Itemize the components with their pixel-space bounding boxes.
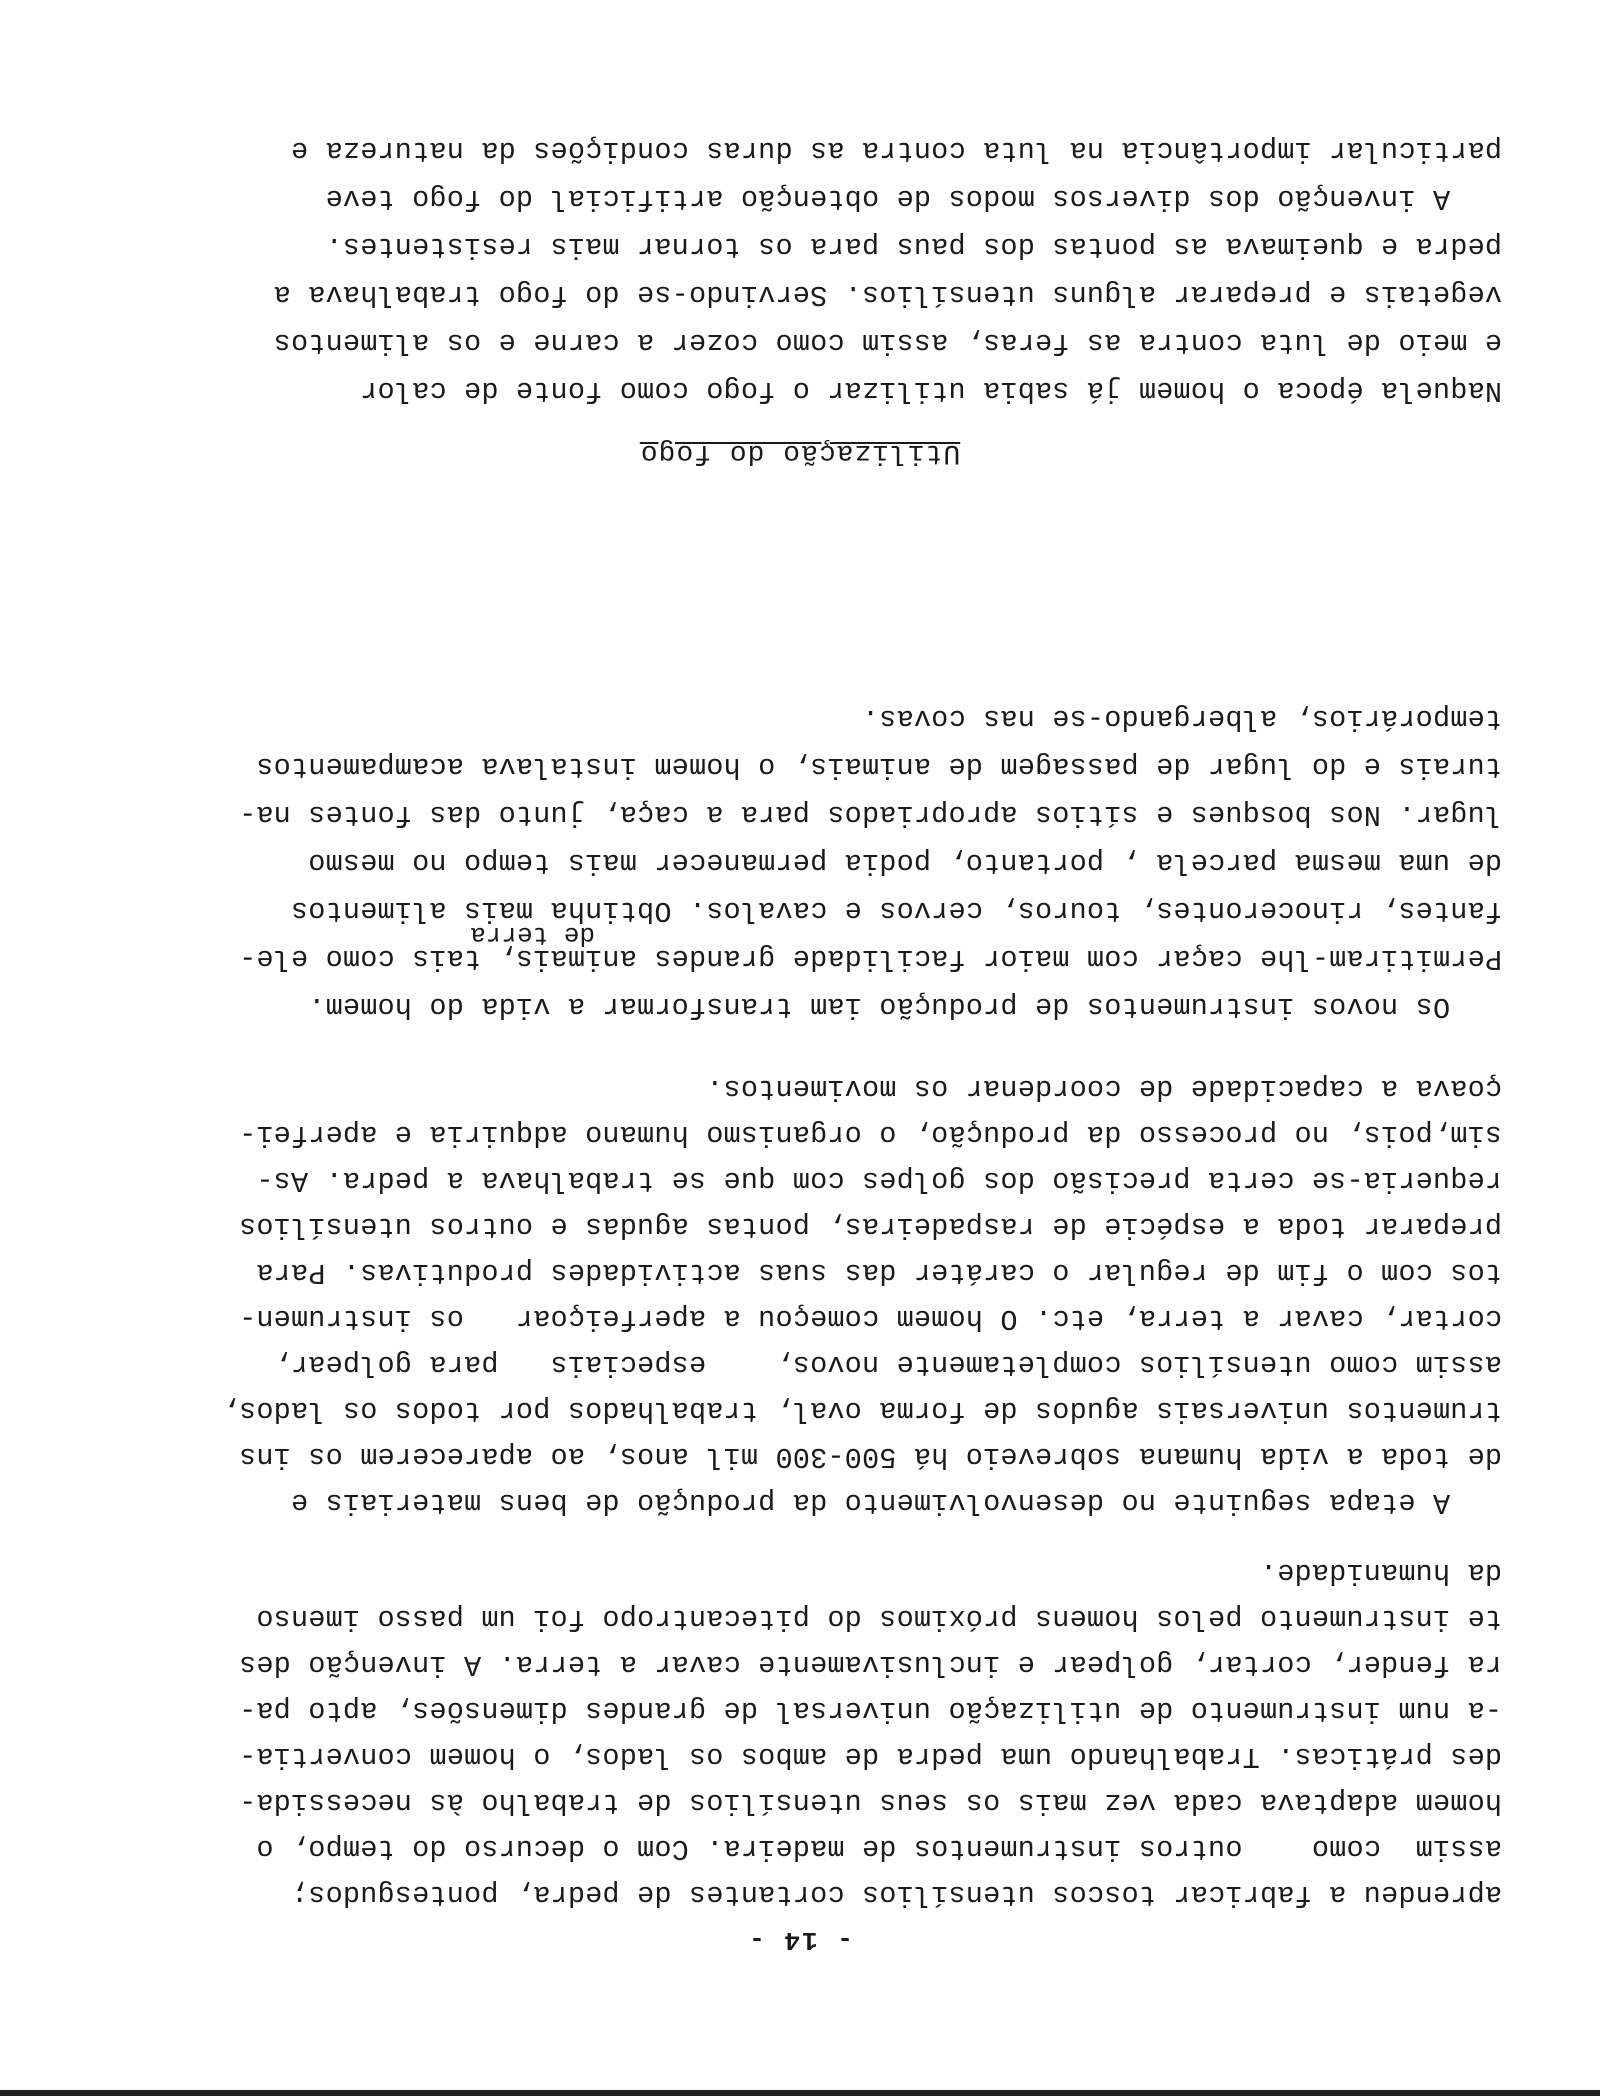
text-line: ra fender, cortar, golpear e inclusivamente cavar a terra. A invenção des bbox=[238, 1648, 1502, 1681]
text-line: çoava a capacidade de coordenar os movimentos. bbox=[706, 1072, 1502, 1105]
text-line: tos com o fim de regular o caráter das suas actividades produtivas. Para bbox=[256, 1256, 1502, 1289]
text-line: de uma mesma parcela , portanto, podia permanecer mais tempo no mesmo bbox=[308, 846, 1502, 879]
text-line: aprendeu a fabricar toscos utensílios cortantes de pedra, pontesgudos; bbox=[290, 1878, 1502, 1911]
section-heading: Utilização do fogo bbox=[639, 437, 961, 468]
text-line: temporários, albergando-se nas covas. bbox=[861, 702, 1502, 735]
text-line: A invenção dos diversos modos de obtenção artificial do fogo teve bbox=[325, 182, 1502, 215]
text-line: sim,pois, no processo da produção, o organismo humano adquiria e aperfei- bbox=[238, 1118, 1502, 1151]
text-line: cortar, cavar a terra, etc. O homem começou a aperfeiçoar os instrumen- bbox=[238, 1302, 1502, 1335]
text-line: lugar. Nos bosques e sítios apropriados para a caça, junto das fontes na- bbox=[238, 798, 1502, 831]
text-line: requeria-se certa precisão dos golpes com que se trabalhava a pedra. As- bbox=[256, 1164, 1502, 1197]
handwritten-insertion: de terra bbox=[470, 920, 595, 950]
text-line: -a num instrumento de utilização universal de grandes dimensões, apto pa- bbox=[238, 1694, 1502, 1727]
text-line: A etapa seguinte no desenvolvimento da produção de bens materiais e bbox=[290, 1486, 1502, 1519]
text-line: de toda a vida humana sobreveio há 500-300 mil anos, ao aparecerem os ins bbox=[238, 1440, 1502, 1473]
text-line: homem adaptava cada vez mais os seus utensílios de trabalho às necessida- bbox=[238, 1786, 1502, 1819]
text-line: trumentos universais agudos de forma oval, trabalhados por todos os lados, bbox=[221, 1394, 1502, 1427]
text-line: particular importância na luta contra as duras condições da natureza e bbox=[290, 134, 1502, 167]
text-line: assim como outros instrumentos de madeira. Com o decurso do tempo, o bbox=[256, 1832, 1502, 1865]
text-line: pedra e queimava as pontas dos paus para os tornar mais resistentes. bbox=[325, 230, 1502, 263]
text-line: vegetais e preparar alguns utensílios. Servindo-se do fogo trabalhava a bbox=[273, 278, 1502, 311]
text-line: e meio de luta contra as feras, assim como cozer a carne e os alimentos bbox=[273, 326, 1502, 359]
text-line: te instrumento pelos homens próximos do pitecantropo foi um passo imenso bbox=[256, 1602, 1502, 1635]
text-line: fantes, rinocerontes, touros, cervos e cavalos. Obtinha mais alimentos bbox=[290, 894, 1502, 927]
text-line: Naquela época o homem já sabia utilizar o fogo como fonte de calor bbox=[360, 374, 1502, 407]
text-line: preparar toda a espécie de raspadeiras, pontas agudas e outros utensílios bbox=[238, 1210, 1502, 1243]
text-line: Permitiram-lhe caçar com maior facilidade grandes animais, tais como ele- bbox=[238, 942, 1502, 975]
page-number: - 14 - bbox=[747, 1925, 853, 1955]
text-line: des práticas. Trabalhando uma pedra de ambos os lados, o homem convertia- bbox=[238, 1740, 1502, 1773]
top-border-line bbox=[0, 2090, 1600, 2096]
text-line: da humanidade. bbox=[1259, 1556, 1502, 1589]
text-line: assim como utensílios completamente novos, especiais para golpear, bbox=[273, 1348, 1502, 1381]
text-line: turais e do lugar de passagem de animais, o homem instalava acampamentos bbox=[256, 750, 1502, 783]
text-line: Os novos instrumentos de produção iam transformar a vida do homem. bbox=[308, 990, 1502, 1023]
